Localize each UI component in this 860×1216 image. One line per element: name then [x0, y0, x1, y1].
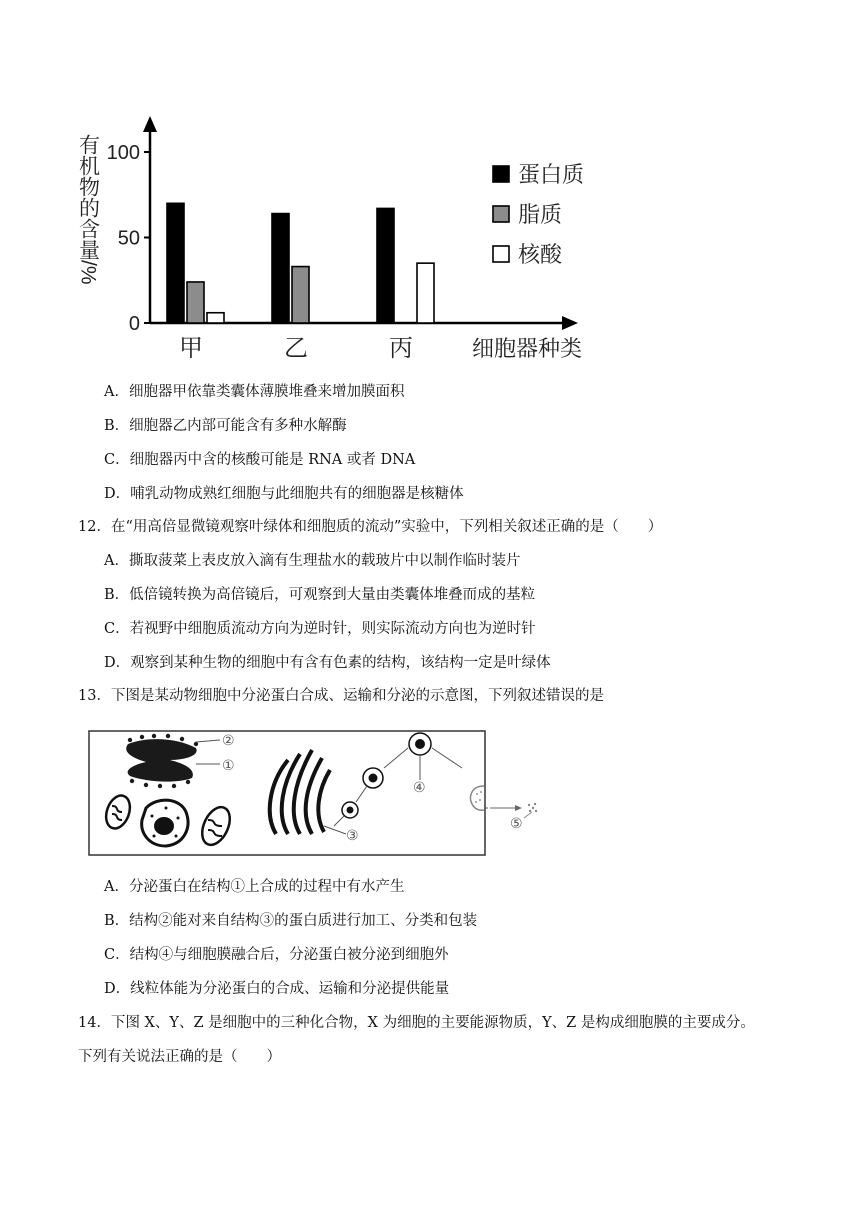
label-3: ③	[346, 828, 359, 844]
legend-label: 脂质	[518, 202, 563, 227]
q12-option-a: A．撕取菠菜上表皮放入滴有生理盐水的载玻片中以制作临时装片	[104, 553, 521, 569]
x-axis-arrow	[562, 316, 578, 330]
mitochondrion-icon	[197, 803, 236, 849]
legend-swatch	[493, 246, 509, 262]
label-4: ④	[413, 780, 426, 796]
label-5: ⑤	[510, 816, 523, 832]
bar-lipid	[292, 267, 309, 323]
q11-option-d: D．哺乳动物成熟红细胞与此细胞共有的细胞器是核糖体	[104, 486, 464, 502]
x-category-label: 甲	[179, 335, 203, 362]
legend-label: 核酸	[518, 242, 563, 267]
chart-axes	[143, 116, 578, 330]
q11-option-b: B．细胞器乙内部可能含有多种水解酶	[104, 418, 347, 434]
exocytosis-icon	[471, 786, 485, 810]
q13-stem: 13．下图是某动物细胞中分泌蛋白合成、运输和分泌的示意图，下列叙述错误的是	[78, 688, 604, 704]
q12-stem: 12．在“用高倍显微镜观察叶绿体和细胞质的流动”实验中，下列相关叙述正确的是（ ）	[78, 519, 663, 535]
rough-er-icon	[126, 734, 198, 788]
secreted-protein-detail	[488, 770, 548, 832]
x-category-labels	[179, 335, 413, 362]
bar-protein	[272, 214, 289, 323]
y-axis-label: 有机物的含量/%	[76, 134, 100, 285]
q13-option-d: D．线粒体能为分泌蛋白的合成、运输和分泌提供能量	[104, 981, 450, 997]
q11-option-a: A．细胞器甲依靠类囊体薄膜堆叠来增加膜面积	[104, 384, 405, 400]
q14-stem-line-1: 14．下图 X、Y、Z 是细胞中的三种化合物，X 为细胞的主要能源物质，Y、Z 是构成细胞膜的主要成分。	[78, 1015, 755, 1031]
secreted-protein-icon	[528, 803, 537, 812]
y-tick-label: 100	[106, 142, 140, 164]
y-tick-label: 0	[128, 313, 140, 335]
transport-arrow	[356, 786, 367, 802]
vesicle-icon	[342, 802, 358, 818]
x-category-label: 乙	[284, 335, 308, 362]
bars	[167, 203, 434, 323]
legend-swatch	[493, 166, 509, 182]
x-category-label: 丙	[389, 335, 413, 362]
bar-protein	[167, 203, 184, 323]
label-2: ②	[222, 733, 235, 749]
q11-option-c: C．细胞器丙中含的核酸可能是 RNA 或者 DNA	[104, 452, 416, 468]
q12-option-c: C．若视野中细胞质流动方向为逆时针，则实际流动方向也为逆时针	[104, 621, 536, 637]
label-1: ①	[222, 758, 235, 774]
organelle-composition-chart	[70, 108, 610, 366]
bar-lipid	[187, 282, 204, 323]
legend	[493, 162, 584, 267]
vesicle-icon	[363, 768, 383, 788]
leader-line-5	[524, 812, 532, 818]
secretion-arrowhead	[515, 805, 522, 811]
q13-option-b: B．结构②能对来自结构③的蛋白质进行加工、分类和包装	[104, 913, 478, 929]
y-tick-label: 50	[117, 227, 140, 250]
bar-protein	[377, 208, 394, 323]
transport-arrow	[432, 748, 462, 768]
q12-option-b: B．低倍镜转换为高倍镜后，可观察到大量由类囊体堆叠而成的基粒	[104, 587, 536, 603]
vesicle-icon	[409, 733, 431, 755]
y-axis-arrow	[143, 116, 157, 132]
transport-arrow	[384, 748, 408, 768]
legend-label: 蛋白质	[518, 162, 585, 187]
y-tick-labels	[107, 142, 150, 335]
q13-option-c: C．结构④与细胞膜融合后，分泌蛋白被分泌到细胞外	[104, 947, 449, 963]
q14-stem-line-2: 下列有关说法正确的是（ ）	[78, 1049, 281, 1065]
q13-option-a: A．分泌蛋白在结构①上合成的过程中有水产生	[104, 879, 405, 895]
bar-nucleic-acid	[207, 313, 224, 323]
leader-line-2	[196, 740, 220, 742]
mitochondrion-icon	[102, 792, 134, 831]
nucleus-icon	[142, 800, 188, 846]
golgi-apparatus-icon	[270, 750, 330, 834]
x-axis-label: 细胞器种类	[472, 336, 583, 361]
leader-line-3	[324, 826, 346, 834]
bar-nucleic-acid	[417, 263, 434, 323]
transport-arrow	[334, 816, 344, 826]
q12-option-d: D．观察到某种生物的细胞中有含有色素的结构，该结构一定是叶绿体	[104, 655, 551, 671]
secretory-protein-diagram	[88, 730, 488, 858]
legend-swatch	[493, 206, 509, 222]
